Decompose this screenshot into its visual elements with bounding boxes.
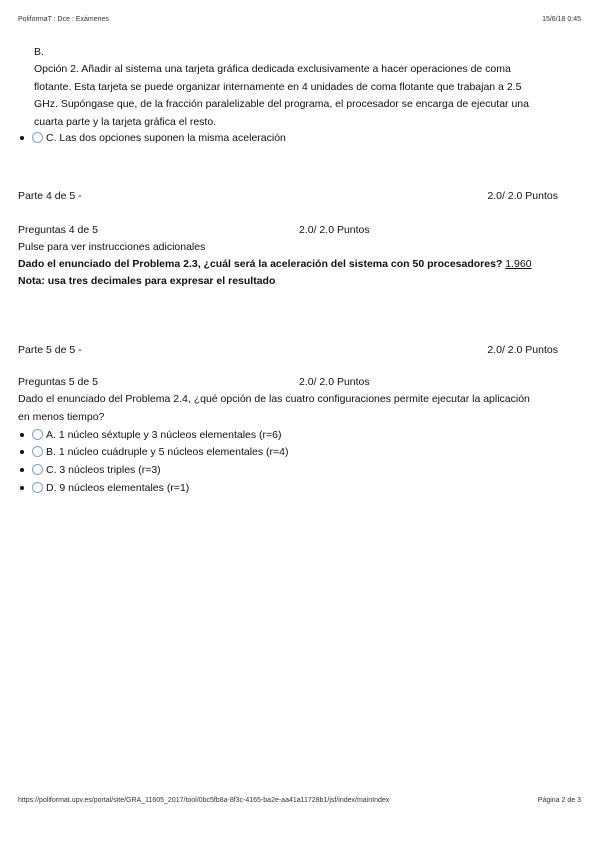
radio-button[interactable] bbox=[32, 482, 43, 493]
question-4-note: Nota: usa tres decimales para expresar el resultado bbox=[18, 275, 276, 287]
footer-url: https://poliformat.upv.es/portal/site/GRA_11605_2017/tool/0bc5fb8a-8f3c-4165-ba2e-aa41a11728b1/jsf/index/mainIndex bbox=[18, 797, 390, 804]
bullet-icon bbox=[20, 136, 24, 140]
part-points: 2.0/ 2.0 Puntos bbox=[487, 190, 558, 202]
option-b-text: Opción 2. Añadir al sistema una tarjeta gráfica dedicada exclusivamente a hacer operaciones de coma flotante. Esta tarjeta se puede organizar internamente en 4 unidades de coma flotante que trabajan a 2.5 GHz. Supóngase que, de la fracción paralelizable del programa, el procesador se encarga de ejecutar una cuarta parte y la tarjeta gráfica el resto. bbox=[34, 63, 529, 128]
part-4-header bbox=[18, 188, 558, 204]
bullet-icon bbox=[20, 433, 24, 437]
header-timestamp: 15/6/18 0:45 bbox=[542, 16, 581, 23]
option-b-letter: B. bbox=[34, 46, 44, 58]
bullet-icon bbox=[20, 450, 24, 454]
option-d[interactable] bbox=[18, 479, 189, 496]
radio-button[interactable] bbox=[32, 464, 43, 475]
prev-option-c[interactable] bbox=[18, 129, 286, 146]
instructions-link[interactable]: Pulse para ver instrucciones adicionales bbox=[18, 241, 206, 253]
radio-button[interactable] bbox=[32, 429, 43, 440]
question-points: 2.0/ 2.0 Puntos bbox=[299, 224, 370, 236]
question-4-header bbox=[18, 222, 558, 238]
part-title: Parte 4 de 5 - bbox=[18, 190, 82, 202]
option-label: A. 1 núcleo séxtuple y 3 núcleos elementales (r=6) bbox=[46, 428, 282, 441]
option-c[interactable] bbox=[18, 461, 161, 478]
part-title: Parte 5 de 5 - bbox=[18, 344, 82, 356]
option-a[interactable] bbox=[18, 426, 282, 443]
radio-button[interactable] bbox=[32, 446, 43, 457]
question-4-text bbox=[18, 256, 558, 272]
answer-value: 1.960 bbox=[505, 258, 532, 270]
part-5-header bbox=[18, 342, 558, 358]
question-label: Preguntas 4 de 5 bbox=[18, 224, 98, 236]
bullet-icon bbox=[20, 486, 24, 490]
option-label: B. 1 núcleo cuádruple y 5 núcleos elementales (r=4) bbox=[46, 445, 289, 458]
question-text: Dado el enunciado del Problema 2.3, ¿cuál será la aceleración del sistema con 50 procesadores? bbox=[18, 258, 503, 270]
footer-page-number: Página 2 de 3 bbox=[537, 797, 581, 804]
option-label: D. 9 núcleos elementales (r=1) bbox=[46, 481, 190, 494]
bullet-icon bbox=[20, 468, 24, 472]
part-points: 2.0/ 2.0 Puntos bbox=[487, 344, 558, 356]
question-5-text: Dado el enunciado del Problema 2.4, ¿qué opción de las cuatro configuraciones permite ejecutar la aplicación en menos tiempo? bbox=[18, 393, 530, 423]
radio-button[interactable] bbox=[32, 132, 43, 143]
option-b[interactable] bbox=[18, 443, 289, 460]
question-label: Preguntas 5 de 5 bbox=[18, 376, 98, 388]
question-points: 2.0/ 2.0 Puntos bbox=[299, 376, 370, 388]
header-site-title: PoliformaT : Dce : Exámenes bbox=[18, 16, 109, 23]
option-label: C. 3 núcleos triples (r=3) bbox=[46, 463, 161, 476]
question-5-header bbox=[18, 374, 558, 390]
option-label: C. Las dos opciones suponen la misma aceleración bbox=[46, 131, 286, 144]
